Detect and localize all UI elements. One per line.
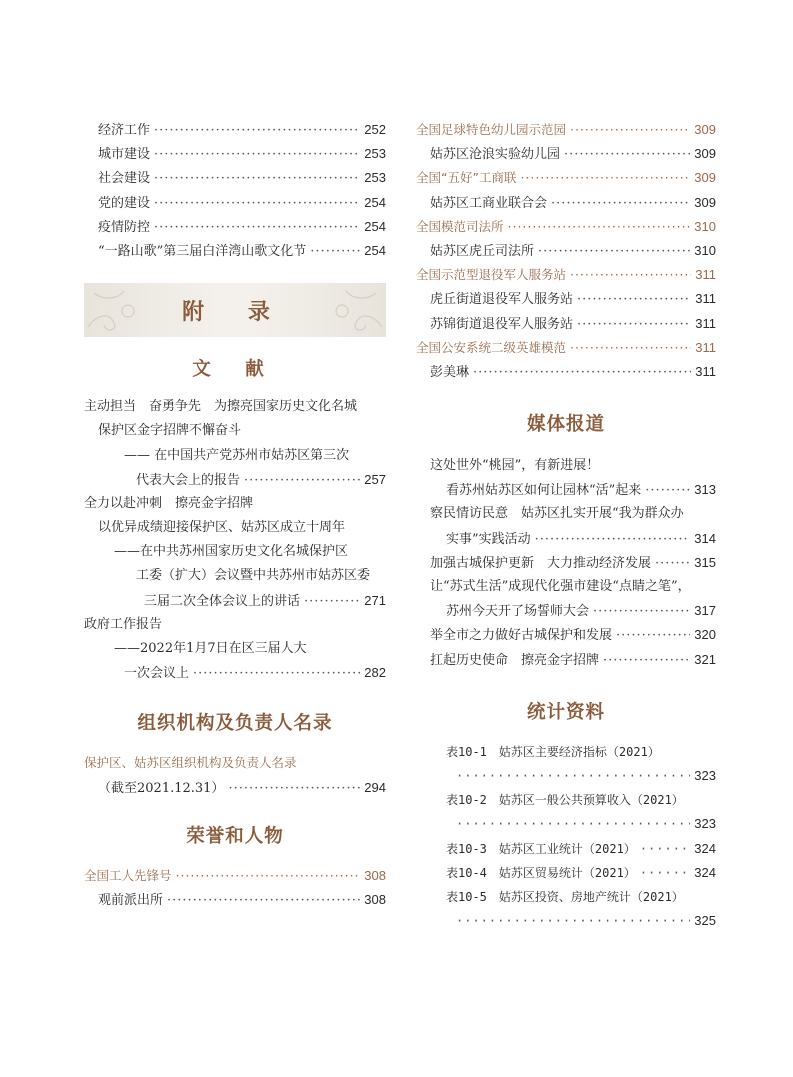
leader-dots (154, 216, 360, 240)
stats-heading: 统计资料 (526, 701, 605, 723)
toc-line[interactable]: 全力以赴冲刺 擦亮金字招牌 (84, 495, 254, 511)
toc-entry[interactable] (84, 191, 386, 215)
toc-title: 全国模范司法所 (416, 218, 504, 234)
leader-dots (310, 240, 360, 264)
leader-dots (538, 240, 690, 264)
leader-dots (508, 215, 691, 239)
toc-page: 311 (695, 315, 716, 331)
leader-dots (154, 167, 360, 191)
media-list (416, 454, 716, 672)
leader-dots (593, 600, 690, 624)
toc-page: 324 (694, 864, 716, 880)
toc-entry[interactable] (84, 468, 386, 492)
toc-page: 323 (694, 767, 716, 783)
toc-page: 323 (694, 816, 716, 832)
toc-entry[interactable] (84, 589, 386, 613)
toc-line[interactable]: 让“苏式生活”成现代化强市建设“点睛之笔”， (430, 579, 691, 594)
toc-line[interactable]: 表10-2 姑苏区一般公共预算收入（2021） (446, 793, 684, 808)
leader-dots (228, 777, 360, 801)
toc-page: 271 (364, 592, 386, 608)
leader-dots (456, 764, 690, 788)
toc-page: 294 (364, 779, 386, 795)
toc-line[interactable]: ——在中共苏州国家历史文化名城保护区 (114, 544, 349, 560)
toc-title: 姑苏区工商业联合会 (430, 195, 548, 211)
toc-page: 309 (694, 194, 716, 210)
toc-line[interactable]: ——2022年1月7日在区三届人大 (114, 641, 307, 656)
toc-title: 苏州今天开了场誓师大会 (446, 604, 590, 620)
toc-line[interactable]: 以优异成绩迎接保护区、姑苏区成立十周年 (98, 520, 346, 536)
leader-dots (551, 192, 690, 216)
toc-group-honors (416, 118, 716, 384)
leader-dots (645, 479, 690, 503)
toc-title: 代表大会上的报告 (136, 472, 241, 488)
toc-page: 311 (695, 267, 716, 283)
toc-title: 一次会议上 (124, 666, 190, 682)
toc-page: 314 (694, 530, 716, 546)
toc-category-entry[interactable] (416, 263, 716, 287)
toc-page: 308 (364, 891, 386, 907)
toc-title: 全国公安系统二级英雄模范 (416, 339, 567, 355)
media-heading: 媒体报道 (526, 414, 605, 436)
toc-title: 举全市之力做好古城保护和发展 (430, 628, 613, 644)
toc-entry[interactable] (84, 776, 386, 800)
toc-line[interactable]: 政府工作报告 (84, 616, 163, 632)
toc-page: 308 (364, 867, 386, 883)
toc-title: 经济工作 (98, 123, 151, 138)
leader-dots (616, 624, 690, 648)
toc-title: 全国工人先锋号 (84, 867, 172, 883)
toc-entry[interactable] (416, 648, 716, 672)
toc-entry[interactable] (416, 623, 716, 647)
toc-entry[interactable] (84, 239, 386, 263)
toc-page: 310 (694, 242, 716, 258)
leader-dots (154, 143, 360, 167)
toc-page: 311 (695, 291, 716, 307)
toc-entry[interactable] (416, 360, 716, 384)
toc-title: 苏锦街道退役军人服务站 (430, 316, 574, 332)
toc-title: 看苏州姑苏区如何让园林“活”起来 (446, 483, 642, 499)
leader-dots (456, 909, 690, 933)
left-column (84, 118, 386, 912)
toc-entry[interactable] (416, 551, 716, 575)
toc-page: 309 (694, 122, 716, 137)
toc-title: 社会建设 (98, 171, 151, 187)
leader-dots (640, 837, 690, 861)
toc-title: 加强古城保护更新 大力推动经济发展 (430, 555, 652, 571)
toc-entry[interactable] (416, 239, 716, 263)
toc-title: 观前派出所 (98, 892, 164, 908)
toc-page: 252 (364, 122, 386, 137)
toc-line[interactable]: —— 在中国共产党苏州市姑苏区第三次 (124, 447, 350, 463)
toc-group-work (84, 118, 386, 263)
toc-page: 253 (364, 146, 386, 162)
toc-title: 全国示范型退役军人服务站 (416, 267, 567, 283)
leader-dots (655, 552, 690, 576)
toc-page: 317 (694, 603, 716, 619)
leader-dots (603, 649, 690, 673)
toc-entry[interactable] (84, 118, 386, 142)
toc-page: 315 (694, 554, 716, 570)
toc-category-entry[interactable] (84, 864, 386, 888)
leader-dots (570, 118, 690, 142)
toc-page: 254 (364, 242, 386, 258)
leader-dots (193, 662, 360, 686)
toc-title: 全国“五好”工商联 (416, 170, 517, 186)
leader-dots (577, 313, 691, 337)
toc-title: “一路山歌”第三届白洋湾山歌文化节 (98, 243, 307, 259)
toc-title: 全国足球特色幼儿园示范园 (416, 122, 567, 137)
toc-page: 313 (694, 482, 716, 498)
toc-entry[interactable] (84, 142, 386, 166)
toc-page: 254 (364, 194, 386, 210)
toc-line[interactable]: 保护区金字招牌不懈奋斗 (98, 423, 242, 439)
toc-title: 三届二次全体会议上的讲话 (144, 593, 301, 609)
toc-entry[interactable] (416, 312, 716, 336)
leader-dots (577, 288, 691, 312)
leader-dots (176, 864, 361, 888)
right-column (416, 118, 716, 933)
toc-entry[interactable] (416, 837, 716, 861)
toc-title: 扛起历史使命 擦亮金字招牌 (430, 652, 600, 668)
toc-entry[interactable] (416, 812, 716, 836)
toc-entry[interactable] (416, 599, 716, 623)
toc-category[interactable]: 保护区、姑苏区组织机构及负责人名录 (84, 755, 297, 771)
appendix-title: 附 录 (182, 300, 288, 326)
toc-title: 姑苏区沧浪实验幼儿园 (430, 147, 561, 163)
leader-dots (304, 590, 360, 614)
toc-entry[interactable] (416, 191, 716, 215)
toc-page: 257 (364, 471, 386, 487)
toc-entry[interactable] (416, 142, 716, 166)
org-heading: 组织机构及负责人名录 (137, 713, 333, 735)
toc-page: 325 (694, 913, 716, 929)
toc-entry[interactable] (84, 166, 386, 190)
honor-heading: 荣誉和人物 (186, 825, 284, 847)
leader-dots (570, 263, 691, 287)
toc-line[interactable]: 这处世外“桃园”，有新进展！ (430, 458, 600, 474)
appendix-banner (84, 283, 386, 337)
toc-entry[interactable] (416, 287, 716, 311)
toc-category-entry[interactable] (416, 118, 716, 142)
toc-page: 311 (695, 363, 716, 379)
toc-page: 320 (694, 627, 716, 643)
literature-list (84, 395, 386, 685)
toc-page: 310 (694, 218, 716, 234)
toc-page: 324 (694, 840, 716, 856)
toc-title: 表10-3 姑苏区工业统计（2021） (446, 841, 636, 856)
toc-page: 309 (694, 170, 716, 186)
toc-title: 彭美琳 (430, 364, 470, 380)
toc-line[interactable]: 工委（扩大）会议暨中共苏州市姑苏区委 (136, 568, 371, 584)
toc-category-entry[interactable] (416, 336, 716, 360)
toc-title: 城市建设 (98, 147, 151, 163)
toc-title: 实事”实践活动 (446, 531, 531, 547)
toc-title: 虎丘街道退役军人服务站 (430, 292, 574, 308)
leader-dots (570, 336, 691, 360)
leader-dots (535, 528, 691, 552)
toc-page: 309 (694, 146, 716, 162)
toc-line[interactable]: 表10-1 姑苏区主要经济指标（2021） (446, 744, 660, 759)
toc-title: （截至2021.12.31） (98, 780, 225, 796)
toc-entry[interactable] (416, 478, 716, 502)
leader-dots (456, 812, 690, 836)
toc-category-entry[interactable] (416, 166, 716, 190)
toc-entry[interactable] (416, 909, 716, 933)
leader-dots (564, 143, 690, 167)
toc-page: 253 (364, 170, 386, 186)
toc-entry[interactable] (416, 861, 716, 885)
toc-title: 表10-4 姑苏区贸易统计（2021） (446, 865, 636, 880)
toc-title: 党的建设 (98, 195, 151, 211)
leader-dots (167, 889, 360, 913)
leader-dots (640, 861, 690, 885)
toc-title: 姑苏区虎丘司法所 (430, 243, 535, 259)
toc-title: 疫情防控 (98, 219, 151, 235)
literature-heading: 文 献 (192, 359, 278, 381)
toc-page: 254 (364, 218, 386, 234)
toc-line[interactable]: 察民情访民意 姑苏区扎实开展“我为群众办 (430, 506, 684, 522)
toc-page: 282 (364, 665, 386, 681)
stats-list (416, 740, 716, 934)
toc-entry[interactable] (416, 764, 716, 788)
toc-line[interactable]: 表10-5 姑苏区投资、房地产统计（2021） (446, 889, 684, 904)
leader-dots (244, 469, 360, 493)
leader-dots (154, 119, 360, 143)
toc-entry[interactable] (84, 888, 386, 912)
toc-entry[interactable] (84, 215, 386, 239)
toc-page: 321 (694, 651, 716, 667)
toc-entry[interactable] (84, 661, 386, 685)
toc-entry[interactable] (416, 527, 716, 551)
toc-line[interactable]: 主动担当 奋勇争先 为擦亮国家历史文化名城 (84, 399, 358, 415)
leader-dots (154, 192, 360, 216)
toc-page: 311 (695, 339, 716, 355)
leader-dots (520, 166, 690, 190)
toc-category-entry[interactable] (416, 215, 716, 239)
leader-dots (473, 361, 691, 385)
